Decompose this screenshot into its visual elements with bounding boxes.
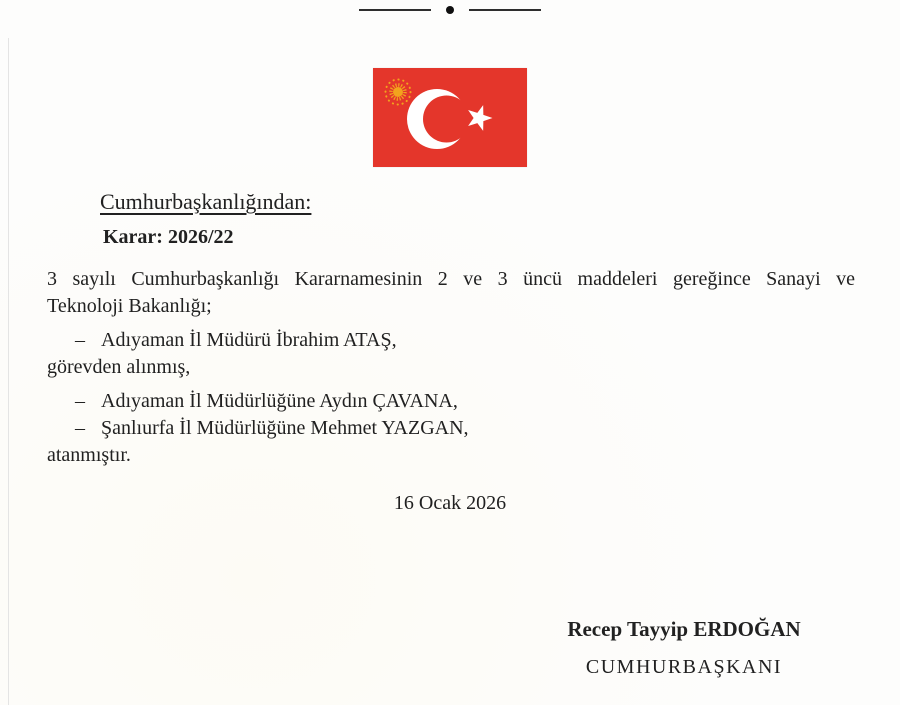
signatory-name: Recep Tayyip ERDOĞAN [567, 617, 801, 641]
ornament-line-right [469, 9, 541, 11]
signatory-title: CUMHURBAŞKANI [585, 656, 783, 678]
ornament-line-left [359, 9, 431, 11]
page-edge-line [8, 38, 9, 705]
decree-date: 16 Ocak 2026 [393, 492, 507, 514]
dismissal-closing: görevden alınmış, [47, 356, 191, 378]
header-ornament [0, 0, 900, 14]
appointment-item [47, 415, 855, 442]
appointment-item-text: Şanlıurfa İl Müdürlüğüne Mehmet YAZGAN, [101, 417, 469, 439]
dismissal-item-text: Adıyaman İl Müdürü İbrahim ATAŞ, [101, 329, 397, 351]
decision-number: Karar: 2026/22 [103, 226, 234, 248]
appointment-item [47, 388, 855, 415]
appointment-item-text: Adıyaman İl Müdürlüğüne Aydın ÇAVANA, [101, 390, 458, 412]
dash-bullet: – [75, 390, 85, 412]
decree-paragraph-line-1: 3 sayılı Cumhurbaşkanlığı Kararnamesinin 2 ve 3 üncü maddeleri gereğince Sanayi ve [47, 268, 855, 290]
dismissal-item [47, 327, 855, 354]
flag-crescent-inner [423, 96, 470, 143]
decree-paragraph [47, 266, 855, 320]
presidential-flag-icon [373, 68, 527, 167]
signature-block [510, 616, 858, 680]
decree-paragraph-line-2: Teknoloji Bakanlığı; [47, 295, 212, 317]
issuer-heading: Cumhurbaşkanlığından: [100, 189, 312, 214]
dash-bullet: – [75, 417, 85, 439]
dash-bullet: – [75, 329, 85, 351]
ornament-dot-icon [446, 6, 454, 14]
appointment-closing: atanmıştır. [47, 444, 131, 466]
seal-sun [393, 87, 403, 97]
